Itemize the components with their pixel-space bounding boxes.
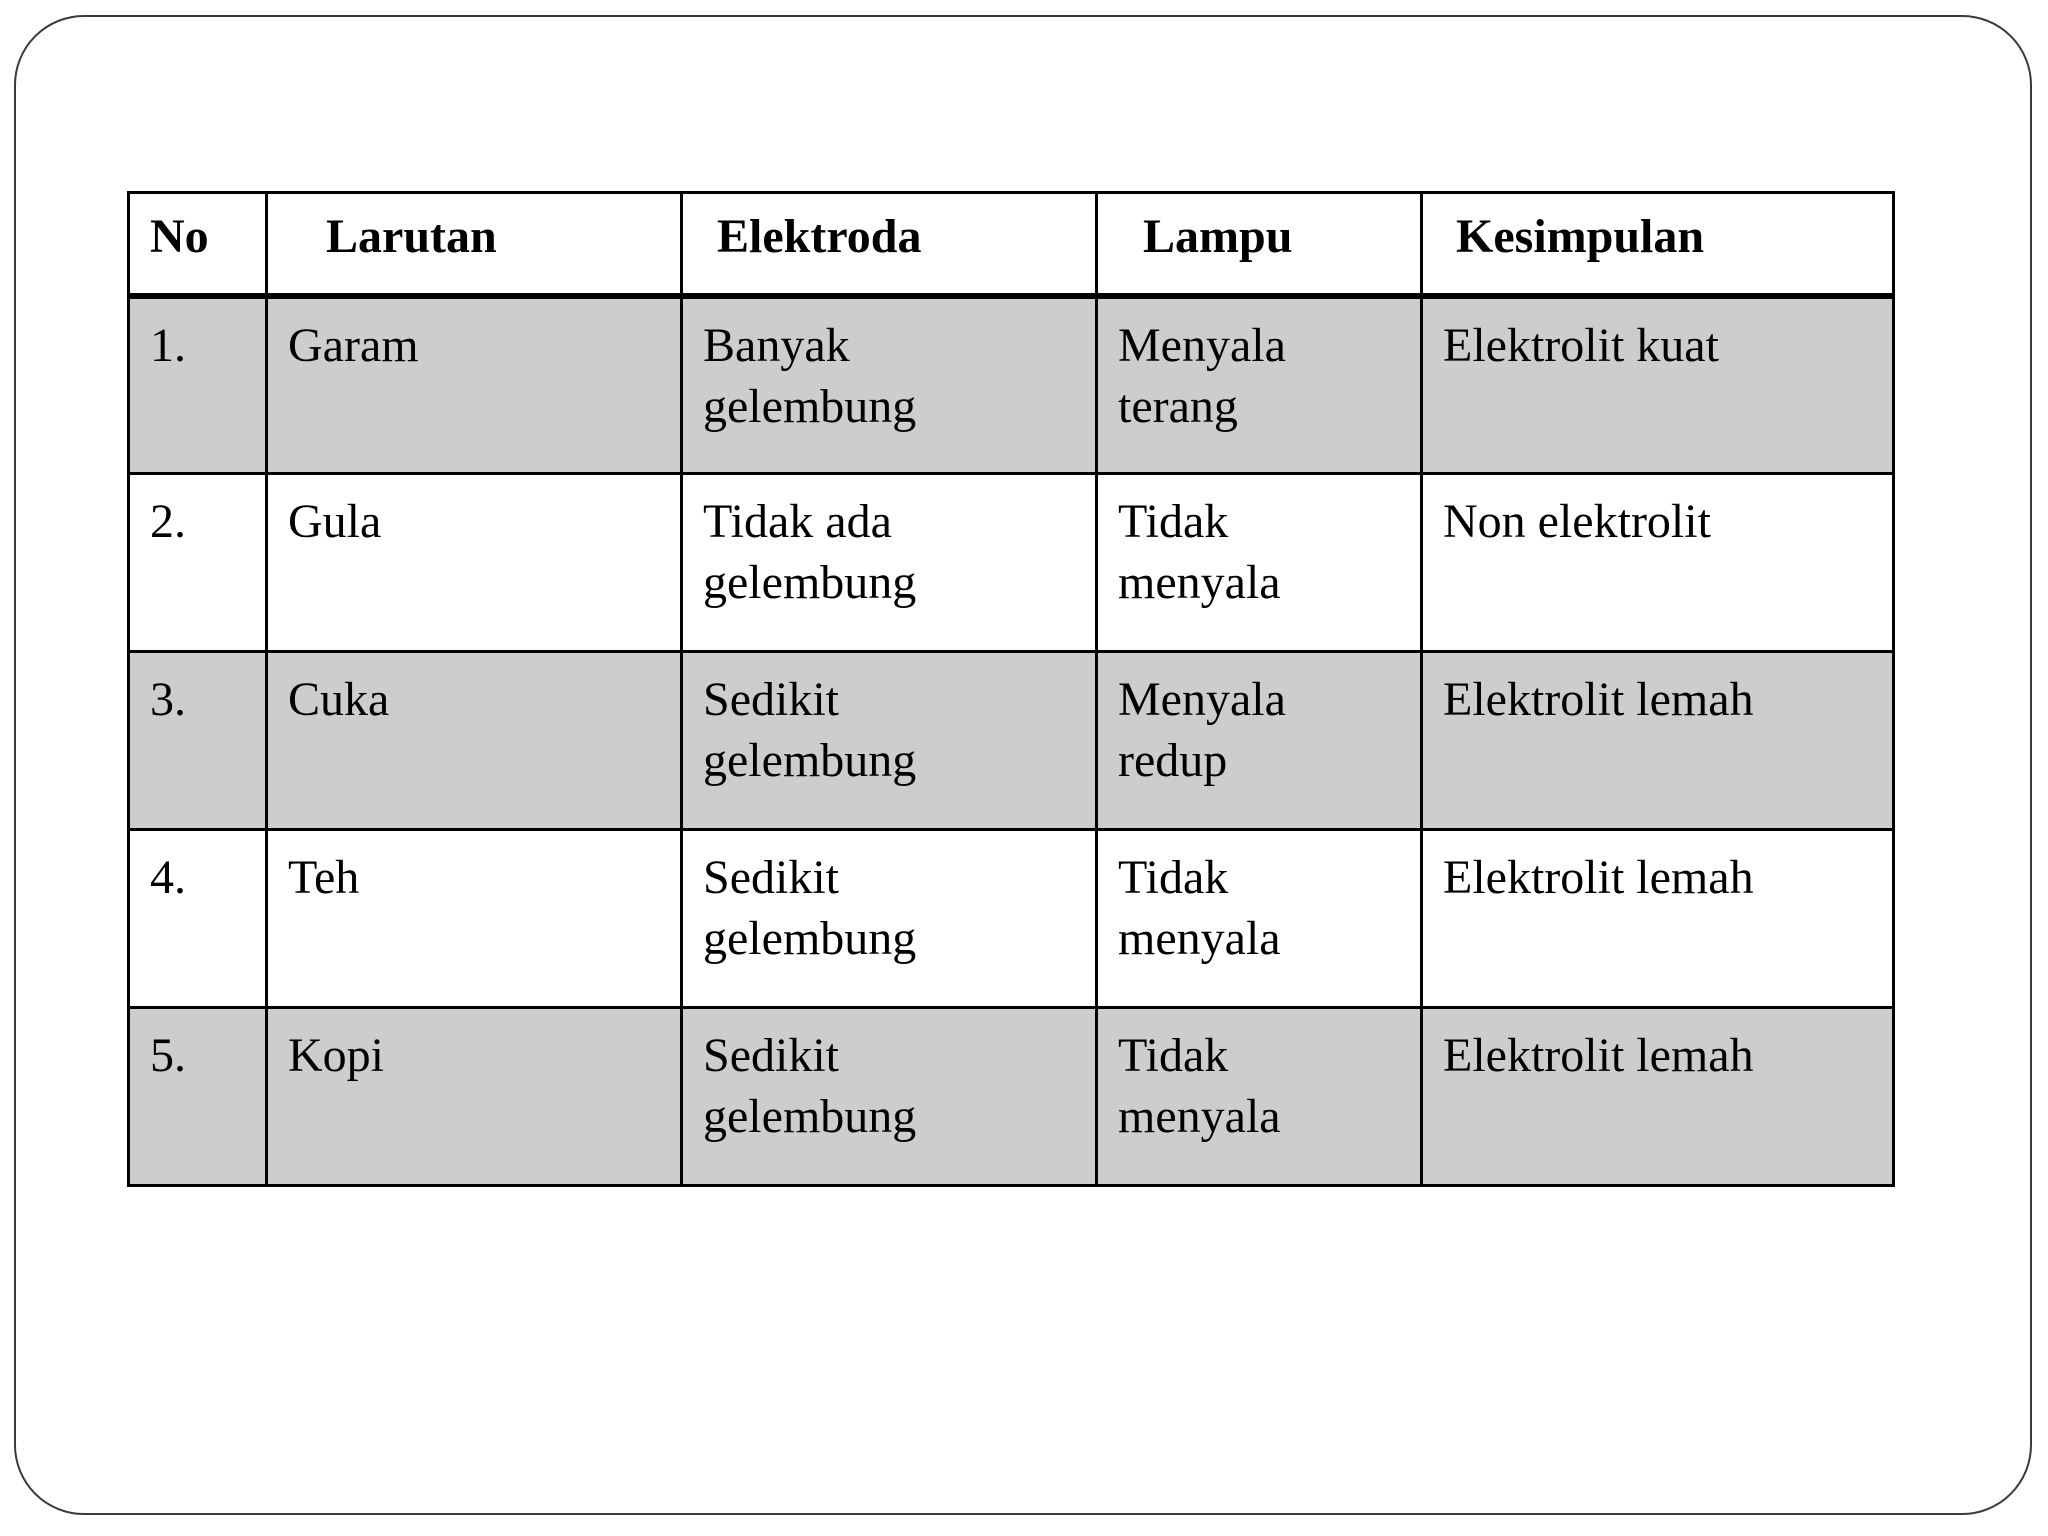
cell-elektroda: [682, 296, 1097, 474]
cell-lampu-line-1: Tidak: [1118, 851, 1229, 904]
header-lampu: Lampu: [1097, 193, 1422, 296]
header-no: No: [129, 193, 267, 296]
cell-elektroda-line-1: Tidak ada: [703, 495, 892, 548]
cell-lampu-line-2: menyala: [1118, 556, 1281, 609]
cell-elektroda: [682, 652, 1097, 830]
cell-larutan: Kopi: [267, 1008, 682, 1186]
cell-lampu-line-1: Tidak: [1118, 495, 1229, 548]
cell-no: 2.: [129, 474, 267, 652]
cell-lampu-line-1: Menyala: [1118, 318, 1286, 372]
cell-lampu: [1097, 830, 1422, 1008]
cell-elektroda-line-2: gelembung: [703, 1090, 917, 1143]
cell-lampu-line-2: menyala: [1118, 1090, 1281, 1143]
cell-elektroda: [682, 1008, 1097, 1186]
cell-elektroda-line-1: Banyak: [703, 318, 850, 372]
cell-elektroda: [682, 830, 1097, 1008]
cell-lampu: [1097, 1008, 1422, 1186]
cell-lampu-line-2: terang: [1118, 379, 1238, 433]
cell-no: 1.: [129, 296, 267, 474]
cell-larutan: Teh: [267, 830, 682, 1008]
cell-elektroda-line-2: gelembung: [703, 912, 917, 965]
table-header: [129, 193, 1894, 296]
header-larutan: Larutan: [267, 193, 682, 296]
header-elektroda: Elektroda: [682, 193, 1097, 296]
table-row: [129, 1008, 1894, 1186]
cell-lampu: [1097, 652, 1422, 830]
header-row: [129, 193, 1894, 296]
table-body: [129, 296, 1894, 1186]
cell-lampu-line-1: Menyala: [1118, 673, 1286, 726]
cell-kesimpulan: Elektrolit lemah: [1422, 652, 1894, 830]
cell-larutan: Garam: [267, 296, 682, 474]
cell-lampu-line-1: Tidak: [1118, 1029, 1229, 1082]
cell-kesimpulan: Elektrolit lemah: [1422, 1008, 1894, 1186]
cell-elektroda-line-2: gelembung: [703, 734, 917, 787]
table-row: [129, 296, 1894, 474]
cell-lampu: [1097, 296, 1422, 474]
table-row: [129, 830, 1894, 1008]
cell-kesimpulan: Elektrolit kuat: [1422, 296, 1894, 474]
cell-larutan: Cuka: [267, 652, 682, 830]
cell-larutan: Gula: [267, 474, 682, 652]
header-kesimpulan: Kesimpulan: [1422, 193, 1894, 296]
cell-lampu-line-2: menyala: [1118, 912, 1281, 965]
electrolyte-table: [127, 191, 1895, 1187]
cell-elektroda-line-1: Sedikit: [703, 1029, 840, 1082]
cell-no: 5.: [129, 1008, 267, 1186]
cell-no: 3.: [129, 652, 267, 830]
cell-lampu: [1097, 474, 1422, 652]
cell-elektroda-line-2: gelembung: [703, 379, 917, 433]
table-row: [129, 474, 1894, 652]
table-row: [129, 652, 1894, 830]
cell-kesimpulan: Elektrolit lemah: [1422, 830, 1894, 1008]
cell-elektroda-line-1: Sedikit: [703, 851, 840, 904]
cell-no: 4.: [129, 830, 267, 1008]
cell-elektroda-line-1: Sedikit: [703, 673, 840, 726]
cell-lampu-line-2: redup: [1118, 734, 1228, 787]
cell-kesimpulan: Non elektrolit: [1422, 474, 1894, 652]
cell-elektroda: [682, 474, 1097, 652]
cell-elektroda-line-2: gelembung: [703, 556, 917, 609]
